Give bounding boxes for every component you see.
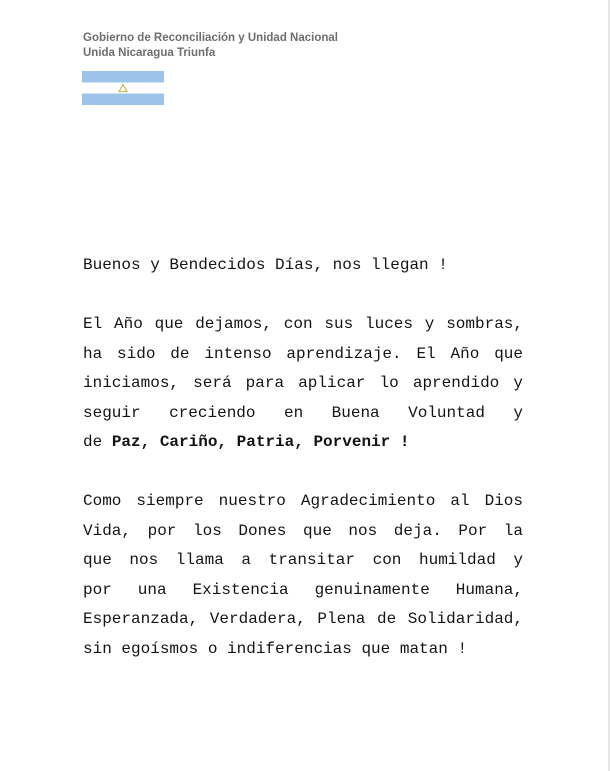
paragraph-1-line: ha sido de intenso aprendizaje. El Año que (83, 344, 523, 363)
greeting: Buenos y Bendecidos Días, nos llegan ! (83, 256, 448, 274)
closing-prefix: de (83, 433, 112, 451)
paragraph-2-line: Esperanzada, Verdadera, Plena de Solidaridad, (83, 610, 523, 628)
paragraph-1-line: iniciamos, será para aplicar lo aprendido y (83, 374, 523, 392)
paragraph-1-line: El Año que dejamos, con sus luces y sombras, (83, 315, 523, 333)
letterhead-line-2: Unida Nicaragua Triunfa (83, 47, 216, 59)
bold-values: Paz, Cariño, Patria, Porvenir ! (111, 433, 410, 451)
paragraph-2-line: por una Existencia genuinamente Humana, (83, 580, 523, 599)
letterhead-line-1: Gobierno de Reconciliación y Unidad Nacional (83, 32, 338, 44)
letter-body (83, 251, 523, 664)
paragraph-2 (83, 487, 523, 664)
nicaragua-flag-icon (82, 71, 164, 105)
paragraph-2-line: que nos llama a transitar con humildad y (83, 551, 523, 569)
paragraph-2-line: Vida, por los Dones que nos deja. Por la (83, 521, 523, 540)
paragraph-2-line: Como siempre nuestro Agradecimiento al Dios (83, 492, 523, 510)
paragraph-1-line: seguir creciendo en Buena Voluntad y (83, 403, 523, 422)
letterhead (83, 31, 338, 61)
paragraph-1 (83, 310, 523, 458)
paragraph-1-closing-line (83, 428, 523, 458)
paragraph-2-line: sin egoísmos o indiferencias que matan ! (83, 639, 468, 658)
